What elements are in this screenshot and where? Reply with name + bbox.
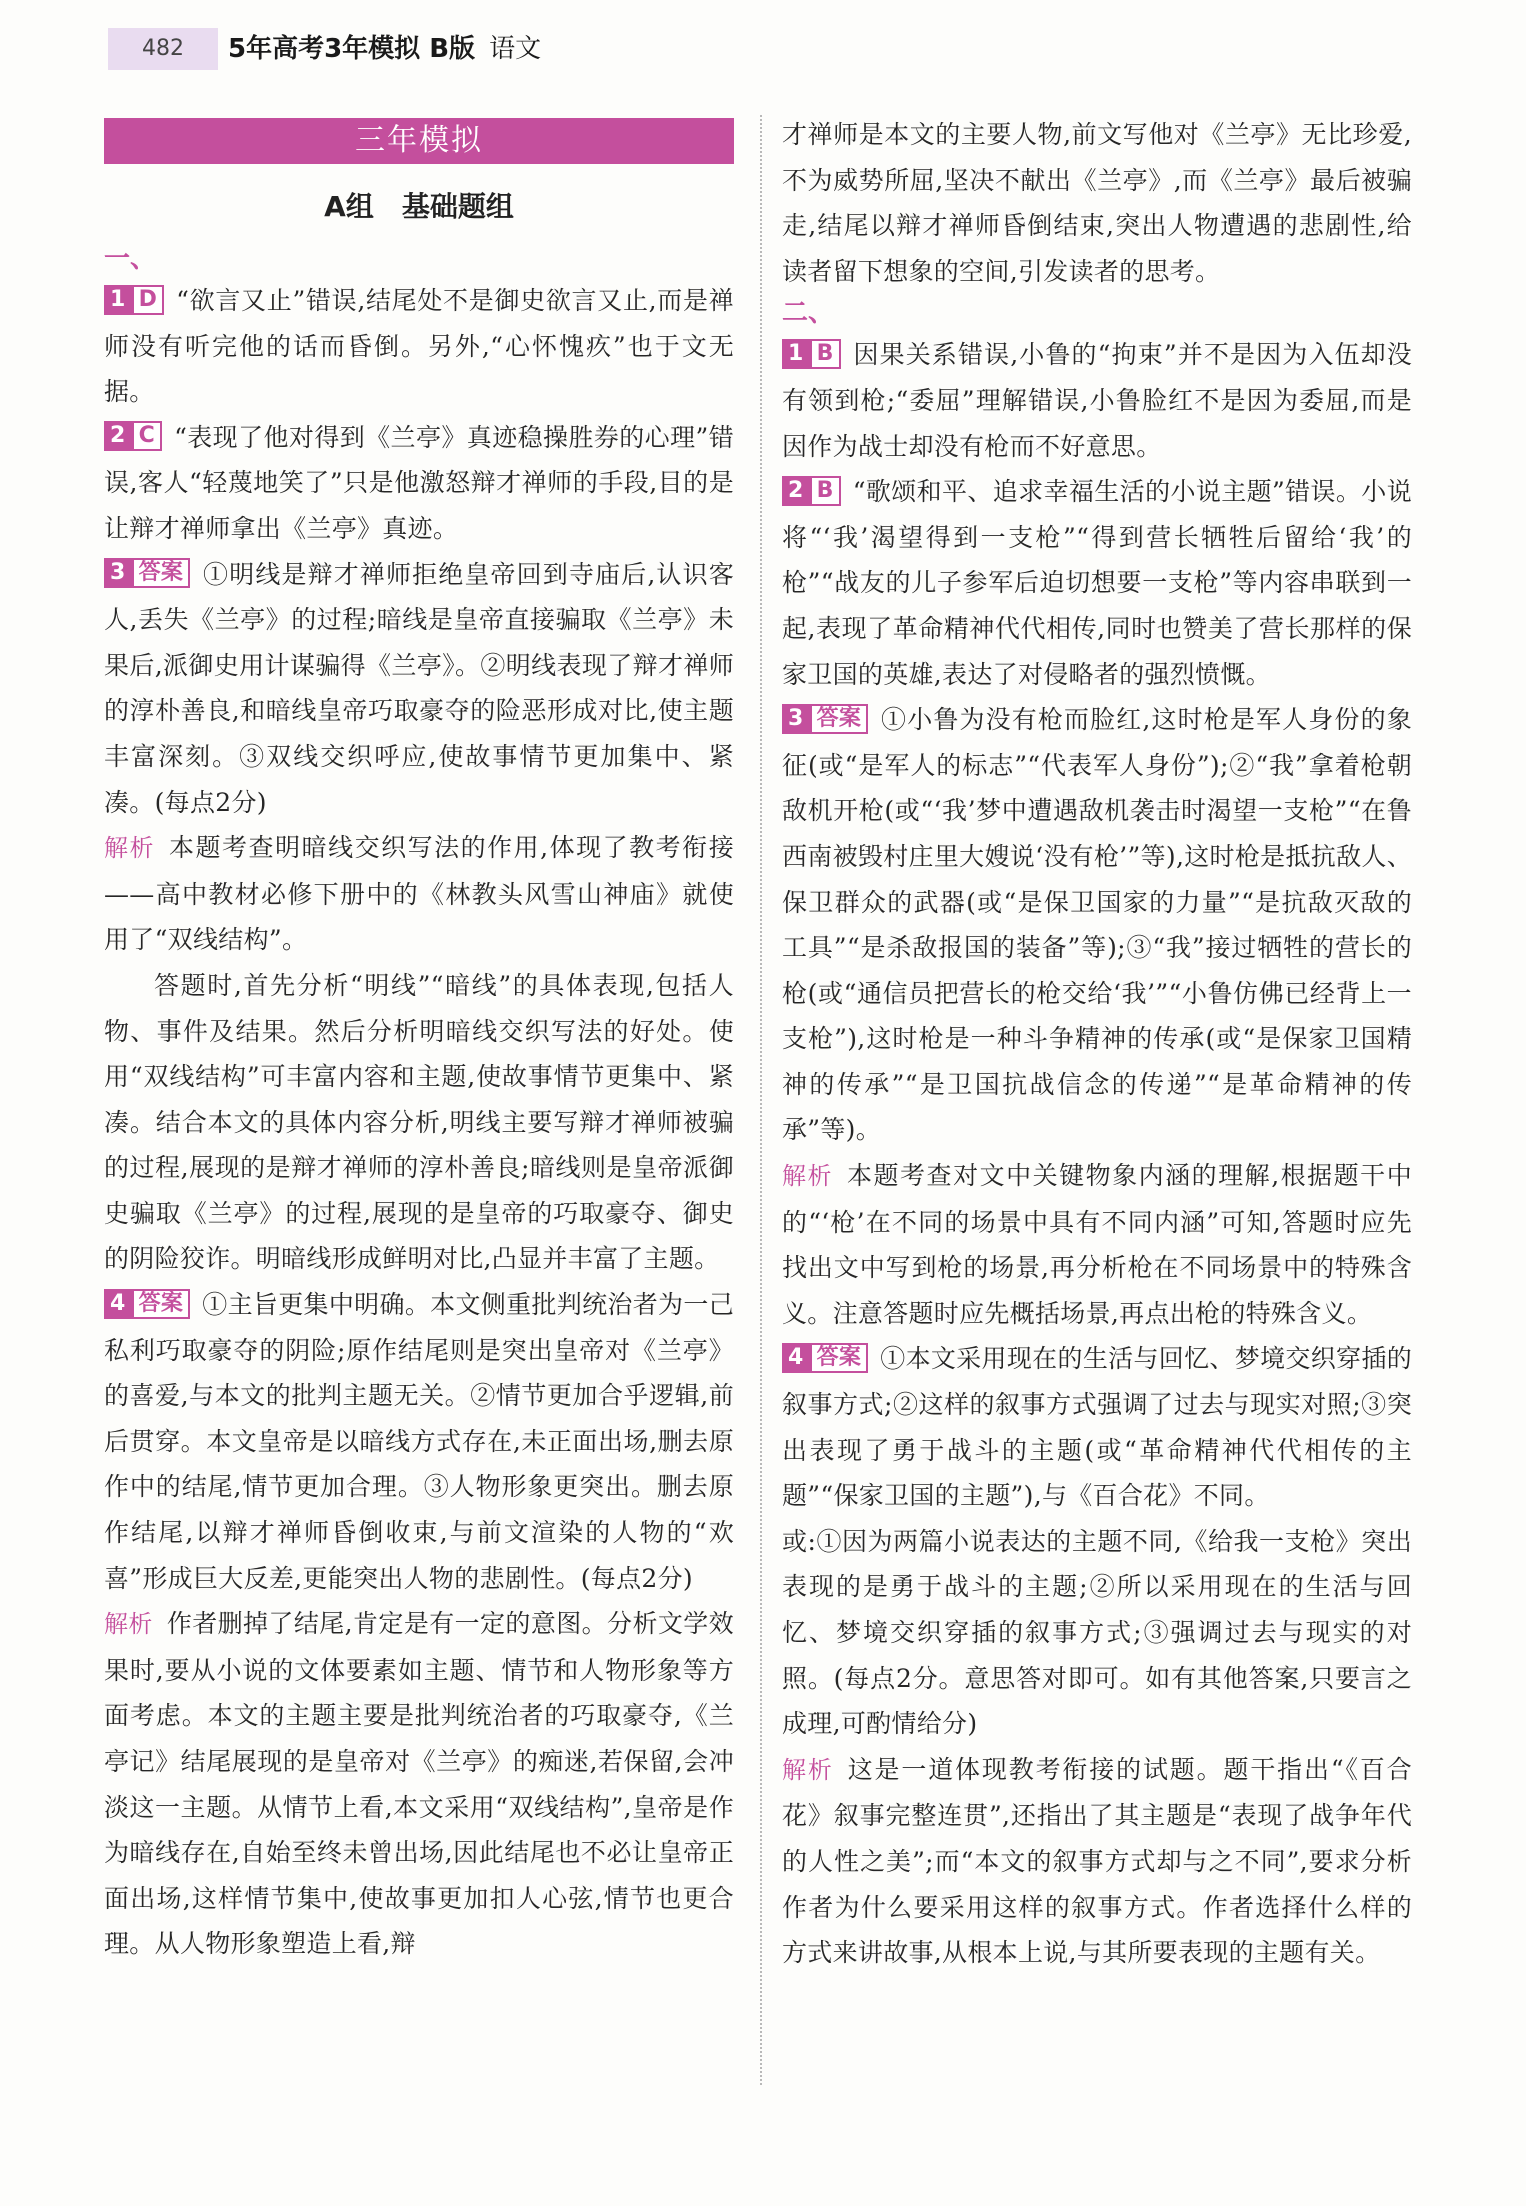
answer-2-3 — [782, 697, 1412, 1153]
answer-tag: B — [810, 476, 841, 506]
question-badge — [782, 1343, 868, 1373]
answer-text: ①明线是辩才禅师拒绝皇帝回到寺庙后,认识客人,丢失《兰亭》的过程;暗线是皇帝直接骗取《兰亭》未果后,派御史用计谋骗得《兰亭》。②明线表现了辩才禅师的淳朴善良,和暗线皇帝巧取豪夺的险恶形成对比,使主题丰富深刻。③双线交织呼应,使故事情节更加集中、紧凑。(每点2分) — [104, 559, 734, 817]
question-number: 3 — [104, 558, 132, 588]
group-title: A组 基础题组 — [324, 190, 514, 223]
analysis-label: 解析 — [104, 1610, 153, 1639]
question-number: 1 — [782, 339, 810, 369]
analysis-text: 这是一道体现教考衔接的试题。题干指出“《百合花》叙事完整连贯”,还指出了其主题是“表现了战争年代的人性之美”;而“本文的叙事方式却与之不同”,要求分析作者为什么要采用这样的叙事方式。作者选择什么样的方式来讲故事,从根本上说,与其所要表现的主题有关。 — [782, 1754, 1412, 1968]
question-number: 4 — [782, 1343, 810, 1373]
answer-text: ①主旨更集中明确。本文侧重批判统治者为一己私利巧取豪夺的阴险;原作结尾则是突出皇帝对《兰亭》的喜爱,与本文的批判主题无关。②情节更加合乎逻辑,前后贯穿。本文皇帝是以暗线方式存在,未正面出场,删去原作中的结尾,情节更加合理。③人物形象更突出。删去原作结尾,以辩才禅师昏倒收束,与前文渲染的人物的“欢喜”形成巨大反差,更能突出人物的悲剧性。(每点2分) — [104, 1290, 734, 1593]
answer-text: “歌颂和平、追求幸福生活的小说主题”错误。小说将“‘我’渴望得到一支枪”“得到营长牺牲后留给‘我’的枪”“战友的儿子参军后迫切想要一支枪”等内容串联到一起,表现了革命精神代代相传,同时也赞美了营长那样的保家卫国的英雄,表达了对侵略者的强烈愤慨。 — [782, 477, 1412, 689]
answer-1-4 — [104, 1282, 734, 1601]
analysis-1-4 — [104, 1601, 734, 1967]
analysis-text: 作者删掉了结尾,肯定是有一定的意图。分析文学效果时,要从小说的文体要素如主题、情节和人物形象等方面考虑。本文的主题主要是批判统治者的巧取豪夺,《兰亭记》结尾展现的是皇帝对《兰亭》的痴迷,若保留,会冲淡这一主题。从情节上看,本文采用“双线结构”,皇帝是作为暗线存在,自始至终未曾出场,因此结尾也不必让皇帝正面出场,这样情节集中,使故事更加扣人心弦,情节也更合理。从人物形象塑造上看,辩 — [104, 1609, 734, 1959]
book-title — [228, 28, 541, 70]
question-number: 2 — [104, 421, 132, 451]
analysis-2-3 — [782, 1153, 1412, 1336]
analysis-text: 本题考查明暗线交织写法的作用,体现了教考衔接——高中教材必修下册中的《林教头风雪山神庙》就使用了“双线结构”。 — [104, 833, 734, 955]
left-column — [104, 118, 734, 1967]
answer-2-4-alternative: 或:①因为两篇小说表达的主题不同,《给我一支枪》突出表现的是勇于战斗的主题;②所以采用现在的生活与回忆、梦境交织穿插的叙事方式;③强调过去与现实的对照。(每点2分。意思答对即可。如有其他答案,只要言之成理,可酌情给分) — [782, 1526, 1412, 1739]
answer-tag: 答案 — [132, 558, 191, 588]
column-divider — [760, 115, 762, 2085]
answer-tag: 答案 — [810, 1343, 869, 1373]
answer-1-2 — [104, 415, 734, 552]
answer-2-4 — [782, 1336, 1412, 1518]
answer-tag: C — [132, 421, 162, 451]
answer-2-2 — [782, 469, 1412, 697]
section-two-marker: 二、 — [782, 298, 835, 329]
question-badge — [104, 558, 190, 588]
analysis-1-4-continued: 才禅师是本文的主要人物,前文写他对《兰亭》无比珍爱,不为威势所屈,坚决不献出《兰亭》,而《兰亭》最后被骗走,结尾以辩才禅师昏倒结束,突出人物遭遇的悲剧性,给读者留下想象的空间,引发读者的思考。 — [782, 120, 1412, 286]
section-one-marker: 一、 — [104, 244, 157, 274]
analysis-2-4 — [782, 1747, 1412, 1976]
answer-text: ①小鲁为没有枪而脸红,这时枪是军人身份的象征(或“是军人的标志”“代表军人身份”);②“我”拿着枪朝敌机开枪(或“‘我’梦中遭遇敌机袭击时渴望一支枪”“在鲁西南被毁村庄里大嫂说‘没有枪’”等),这时枪是抵抗敌人、保卫群众的武器(或“是保卫国家的力量”“是抗敌灭敌的工具”“是杀敌报国的装备”等);③“我”接过牺牲的营长的枪(或“通信员把营长的枪交给‘我’”“小鲁仿佛已经背上一支枪”),这时枪是一种斗争精神的传承(或“是保家卫国精神的传承”“是卫国抗战信念的传递”“是革命精神的传承”等)。 — [782, 705, 1412, 1145]
question-badge — [104, 1289, 190, 1319]
question-number: 4 — [104, 1289, 132, 1319]
answer-text: “表现了他对得到《兰亭》真迹稳操胜券的心理”错误,客人“轻蔑地笑了”只是他激怒辩才禅师的手段,目的是让辩才禅师拿出《兰亭》真迹。 — [104, 422, 734, 543]
answer-2-1 — [782, 332, 1412, 469]
page-number: 482 — [108, 28, 218, 70]
right-column — [782, 112, 1412, 1976]
question-number: 2 — [782, 476, 810, 506]
analysis-text: 本题考查对文中关键物象内涵的理解,根据题干中的“‘枪’在不同的场景中具有不同内涵”可知,答题时应先找出文中写到枪的场景,再分析枪在不同场景中的特殊含义。注意答题时应先概括场景,再点出枪的特殊含义。 — [782, 1161, 1412, 1328]
answer-text: 因果关系错误,小鲁的“拘束”并不是因为入伍却没有领到枪;“委屈”理解错误,小鲁脸红不是因为委屈,而是因作为战士却没有枪而不好意思。 — [782, 340, 1412, 461]
answer-text: “欲言又止”错误,结尾处不是御史欲言又止,而是禅师没有听完他的话而昏倒。另外,“心怀愧疚”也于文无据。 — [104, 286, 734, 407]
question-badge — [104, 421, 162, 451]
answer-tag: 答案 — [132, 1289, 191, 1319]
book-title-text: 5年高考3年模拟 B版 — [228, 34, 476, 64]
question-badge — [782, 476, 841, 506]
answer-tag: 答案 — [810, 704, 869, 734]
answer-1-1 — [104, 278, 734, 415]
question-number: 3 — [782, 704, 810, 734]
question-badge — [782, 339, 841, 369]
answer-1-3 — [104, 552, 734, 826]
analysis-label: 解析 — [782, 1162, 834, 1191]
question-badge — [782, 704, 868, 734]
question-badge — [104, 285, 164, 315]
analysis-1-3-paragraph: 答题时,首先分析“明线”“暗线”的具体表现,包括人物、事件及结果。然后分析明暗线交织写法的好处。使用“双线结构”可丰富内容和主题,使故事情节更集中、紧凑。结合本文的具体内容分析,明线主要写辩才禅师被骗的过程,展现的是辩才禅师的淳朴善良;暗线则是皇帝派御史骗取《兰亭》的过程,展现的是皇帝的巧取豪夺、御史的阴险狡诈。明暗线形成鲜明对比,凸显并丰富了主题。 — [104, 970, 734, 1274]
answer-tag: D — [132, 285, 165, 315]
answer-text: ①本文采用现在的生活与回忆、梦境交织穿插的叙事方式;②这样的叙事方式强调了过去与现实对照;③突出表现了勇于战斗的主题(或“革命精神代代相传的主题”“保家卫国的主题”),与《百合花》不同。 — [782, 1344, 1412, 1511]
analysis-label: 解析 — [104, 834, 156, 863]
page-header — [0, 0, 1526, 90]
analysis-label: 解析 — [782, 1755, 834, 1784]
analysis-1-3 — [104, 825, 734, 963]
answer-tag: B — [810, 339, 841, 369]
subject-label: 语文 — [489, 34, 542, 64]
section-banner: 三年模拟 — [104, 118, 734, 164]
question-number: 1 — [104, 285, 132, 315]
